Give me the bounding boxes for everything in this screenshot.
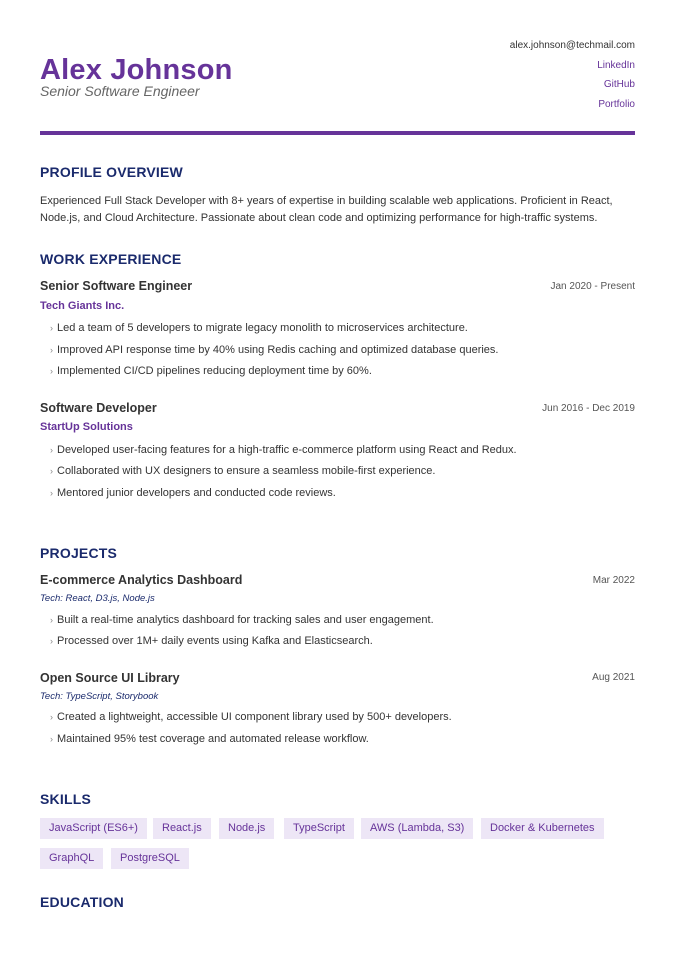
list-item: › Mentored junior developers and conducted code reviews.: [50, 487, 336, 499]
github-link[interactable]: GitHub: [603, 79, 635, 90]
resume-header: [40, 0, 635, 136]
profile-line-2: Node.js, and Cloud Architecture. Passionate about clean code and optimizing performance for high-traffic systems.: [40, 212, 598, 224]
job-title: Senior Software Engineer: [40, 279, 193, 293]
job-title: Software Developer: [40, 401, 157, 415]
header-divider: [40, 131, 635, 135]
skill-chip: React.js: [153, 818, 211, 839]
chevron-right-icon: ›: [50, 488, 53, 498]
section-title-experience: WORK EXPERIENCE: [40, 251, 182, 267]
project-tech: Tech: TypeScript, Storybook: [40, 691, 159, 702]
chevron-right-icon: ›: [50, 636, 53, 646]
job-date: Jan 2020 - Present: [550, 281, 635, 292]
chevron-right-icon: ›: [50, 345, 53, 355]
skill-chip: GraphQL: [40, 848, 103, 869]
profile-line-1: Experienced Full Stack Developer with 8+ years of expertise in building scalable web applications. Proficient in React,: [40, 195, 613, 207]
list-item: › Maintained 95% test coverage and automated release workflow.: [50, 733, 369, 745]
chevron-right-icon: ›: [50, 734, 53, 744]
list-item: › Built a real-time analytics dashboard for tracking sales and user engagement.: [50, 614, 434, 626]
skill-chip: PostgreSQL: [111, 848, 189, 869]
chevron-right-icon: ›: [50, 445, 53, 455]
job-company: Tech Giants Inc.: [40, 300, 125, 312]
skill-chip: TypeScript: [284, 818, 354, 839]
list-item: › Led a team of 5 developers to migrate legacy monolith to microservices architecture.: [50, 322, 468, 334]
section-title-education: EDUCATION: [40, 894, 124, 910]
chevron-right-icon: ›: [50, 323, 53, 333]
list-item: › Collaborated with UX designers to ensure a seamless mobile-first experience.: [50, 465, 436, 477]
chevron-right-icon: ›: [50, 615, 53, 625]
job-company: StartUp Solutions: [40, 421, 133, 433]
project-title: Open Source UI Library: [40, 671, 180, 685]
contact-block: [510, 40, 635, 118]
skill-chip: AWS (Lambda, S3): [361, 818, 473, 839]
list-item: › Improved API response time by 40% using Redis caching and optimized database queries.: [50, 344, 499, 356]
list-item: › Processed over 1M+ daily events using Kafka and Elasticsearch.: [50, 635, 373, 647]
project-date: Aug 2021: [592, 672, 635, 683]
list-item: › Developed user-facing features for a high-traffic e-commerce platform using React and Redux.: [50, 444, 517, 456]
skill-chip: Node.js: [219, 818, 274, 839]
resume-page: [40, 0, 635, 910]
section-title-projects: PROJECTS: [40, 545, 118, 561]
job-date: Jun 2016 - Dec 2019: [542, 403, 635, 414]
portfolio-link[interactable]: Portfolio: [598, 98, 635, 110]
skill-chip: Docker & Kubernetes: [481, 818, 604, 839]
section-title-skills: SKILLS: [40, 791, 91, 807]
chevron-right-icon: ›: [50, 366, 53, 376]
email-link[interactable]: alex.johnson@techmail.com: [509, 40, 635, 51]
project-title: E-commerce Analytics Dashboard: [40, 573, 243, 587]
candidate-role: Senior Software Engineer: [40, 83, 200, 99]
skill-chip: JavaScript (ES6+): [40, 818, 147, 839]
project-date: Mar 2022: [592, 575, 635, 586]
project-tech: Tech: React, D3.js, Node.js: [40, 593, 155, 604]
candidate-name: Alex Johnson: [40, 54, 233, 86]
list-item: › Implemented CI/CD pipelines reducing deployment time by 60%.: [50, 365, 372, 377]
section-title-profile: PROFILE OVERVIEW: [40, 164, 183, 180]
list-item: › Created a lightweight, accessible UI component library used by 500+ developers.: [50, 711, 452, 723]
linkedin-link[interactable]: LinkedIn: [597, 59, 635, 71]
chevron-right-icon: ›: [50, 712, 53, 722]
chevron-right-icon: ›: [50, 466, 53, 476]
